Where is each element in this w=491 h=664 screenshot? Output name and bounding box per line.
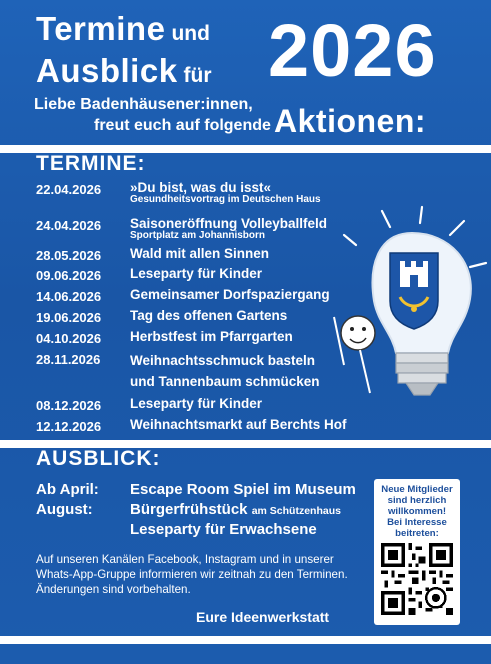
event-date: 24.04.2026 xyxy=(36,218,102,233)
event-title: »Du bist, was du isst« xyxy=(130,180,272,195)
qr-code-icon[interactable] xyxy=(381,543,453,615)
ausblick-list xyxy=(36,481,356,541)
stick-figure-icon xyxy=(334,316,375,393)
title-line-2 xyxy=(36,52,212,90)
event-title: Wald mit allen Sinnen xyxy=(130,246,270,261)
event-date: 08.12.2026 xyxy=(36,398,102,413)
event-date: 19.06.2026 xyxy=(36,310,102,325)
event-subtitle: Gesundheitsvortrag im Deutschen Haus xyxy=(130,194,321,205)
title-word-fuer: für xyxy=(183,64,212,87)
event-date: 28.05.2026 xyxy=(36,248,102,263)
outlook-title: Escape Room Spiel im Museum xyxy=(130,481,356,498)
list-item xyxy=(36,501,356,521)
member-text-line: Neue Mitglieder xyxy=(381,484,453,495)
outlook-date: August: xyxy=(36,501,93,518)
event-title: Gemeinsamer Dorfspaziergang xyxy=(130,287,330,302)
event-title: Weihnachtsmarkt auf Berchts Hof xyxy=(130,417,347,432)
list-item xyxy=(36,521,356,541)
event-title: Saisoneröffnung Volleyballfeld xyxy=(130,216,328,231)
outlook-date: Ab April: xyxy=(36,481,99,498)
event-date: 28.11.2026 xyxy=(36,352,101,367)
list-item xyxy=(36,308,376,329)
title-year: 2026 xyxy=(268,9,437,92)
aktionen-heading: Aktionen: xyxy=(274,103,427,139)
title-word-termine: Termine xyxy=(36,10,166,47)
list-item xyxy=(36,417,376,438)
event-subtitle: Sportplatz am Johannisborn xyxy=(130,230,266,241)
list-item xyxy=(36,180,376,204)
list-item xyxy=(36,216,376,246)
event-date: 12.12.2026 xyxy=(36,419,102,434)
event-title: Weihnachtsschmuck basteln xyxy=(130,353,316,368)
title-line-1 xyxy=(36,10,210,48)
event-title-continued: und Tannenbaum schmücken xyxy=(130,374,320,389)
member-text-line: beitreten: xyxy=(395,528,439,539)
outlook-title: Leseparty für Erwachsene xyxy=(130,521,317,538)
ausblick-heading: AUSBLICK: xyxy=(36,447,161,470)
bulb-base xyxy=(396,353,448,395)
outlook-date xyxy=(36,521,130,541)
event-date: 09.06.2026 xyxy=(36,268,102,283)
signature: Eure Ideenwerkstatt xyxy=(196,609,330,625)
event-title: Leseparty für Kinder xyxy=(130,266,263,281)
list-item xyxy=(36,266,376,287)
event-title: Leseparty für Kinder xyxy=(130,396,263,411)
member-box xyxy=(374,479,460,625)
list-item xyxy=(36,329,376,350)
info-paragraph: Auf unseren Kanälen Facebook, Instagram und in unserer Whats-App-Gruppe informieren wir zeitnah zu den Terminen. Änderungen sind vorbehalten. xyxy=(36,553,348,596)
outlook-location: am Schützenhaus xyxy=(251,505,341,517)
event-title: Tag des offenen Gartens xyxy=(130,308,288,323)
event-date: 22.04.2026 xyxy=(36,182,102,197)
list-item xyxy=(36,396,376,417)
divider xyxy=(0,636,491,644)
title-word-ausblick: Ausblick xyxy=(36,52,178,89)
member-text-line: willkommen! xyxy=(387,506,447,517)
event-date: 04.10.2026 xyxy=(36,331,102,346)
list-item xyxy=(36,246,376,266)
outlook-title: Bürgerfrühstück xyxy=(130,501,248,518)
list-item xyxy=(36,287,376,308)
title-word-und: und xyxy=(171,22,210,45)
list-item xyxy=(36,350,376,392)
intro-line-1: Liebe Badenhäusener:innen, xyxy=(34,96,253,113)
member-text-line: Bei Interesse xyxy=(387,517,447,528)
coat-of-arms-icon xyxy=(390,253,438,329)
list-item xyxy=(36,481,356,501)
termine-heading: TERMINE: xyxy=(36,152,146,175)
event-title: Herbstfest im Pfarrgarten xyxy=(130,329,293,344)
intro-line-2: freut euch auf folgende xyxy=(94,117,271,134)
event-date: 14.06.2026 xyxy=(36,289,102,304)
member-text-line: sind herzlich xyxy=(387,495,447,506)
termine-list xyxy=(36,180,376,438)
lightbulb-illustration xyxy=(330,205,490,405)
